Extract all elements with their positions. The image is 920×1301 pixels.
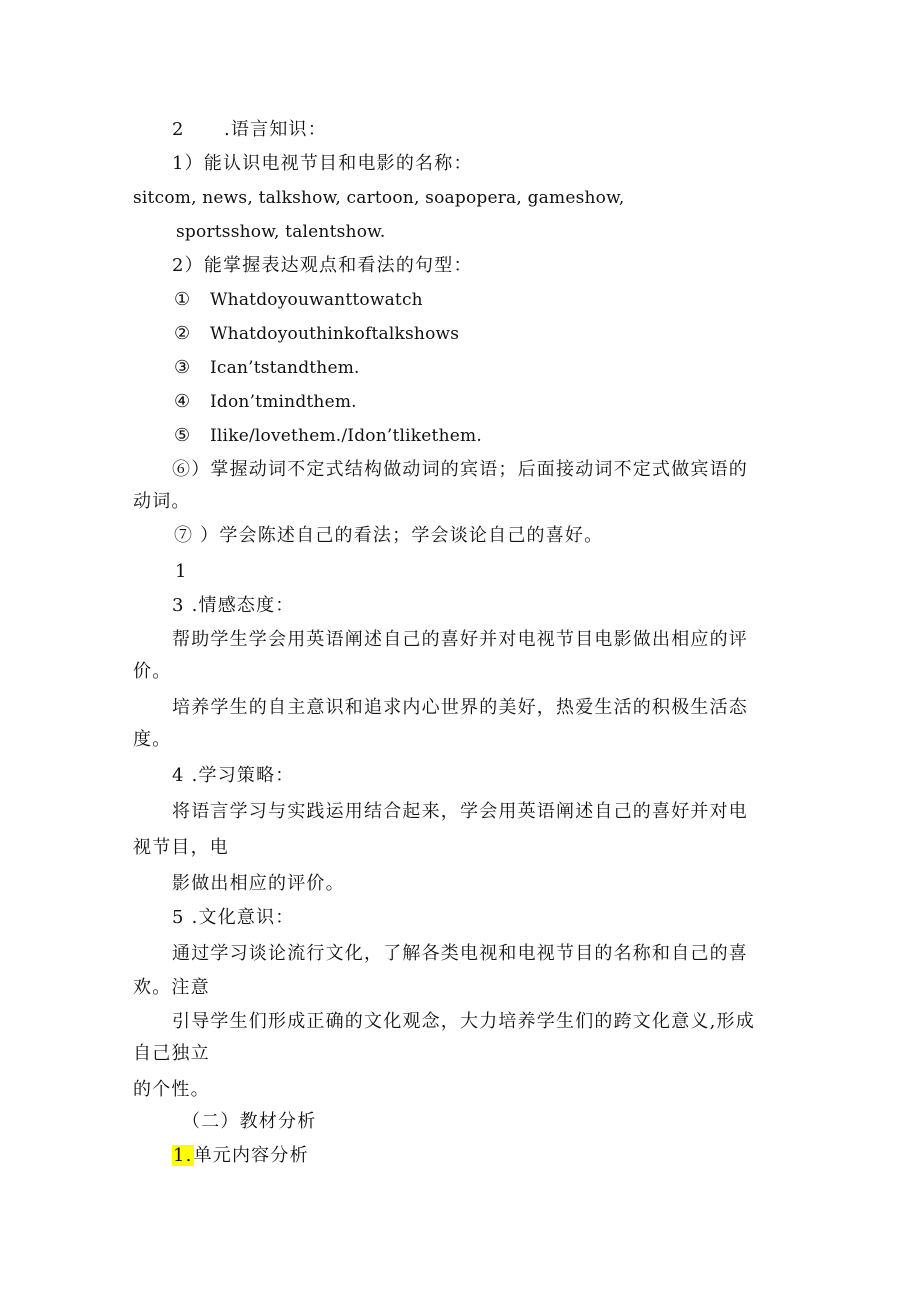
paragraph-line: 引导学生们形成正确的文化观念，大力培养学生们的跨文化意义,形成 <box>172 1011 755 1032</box>
paragraph-line: 的个性。 <box>133 1079 210 1100</box>
list-item <box>174 390 357 414</box>
section-heading-textbook-analysis: （二）教材分析 <box>182 1111 317 1132</box>
paragraph-line: ⑦ ）学会陈述自己的看法；学会谈论自己的喜好。 <box>174 525 604 546</box>
paragraph-line: 帮助学生学会用英语阐述自己的喜好并对电视节目电影做出相应的评 <box>172 629 748 650</box>
section-heading-cultural-awareness: 5 .文化意识： <box>172 907 295 928</box>
paragraph-line: 影做出相应的评价。 <box>172 873 345 894</box>
section-heading-language-knowledge <box>172 118 327 142</box>
list-item <box>174 322 459 346</box>
list-item-text: Ilike/lovethem./Idon’tlikethem. <box>210 426 482 446</box>
list-item <box>174 424 482 448</box>
section-title: .语言知识： <box>224 119 327 140</box>
paragraph-line: sportsshow, talentshow. <box>176 222 386 242</box>
subsection-title: 单元内容分析 <box>193 1145 309 1166</box>
paragraph-line: 度。 <box>133 729 172 750</box>
section-heading-emotional-attitude: 3 .情感态度： <box>172 595 295 616</box>
section-number: 2 <box>172 119 185 140</box>
list-item <box>174 356 360 380</box>
list-marker: ⑤ <box>174 425 192 446</box>
list-item <box>174 288 423 312</box>
paragraph-line: 2）能掌握表达观点和看法的句型： <box>172 255 473 276</box>
list-marker: ① <box>174 289 192 310</box>
list-item-text: Ican’tstandthem. <box>210 358 360 378</box>
paragraph-line: ⑥）掌握动词不定式结构做动词的宾语；后面接动词不定式做宾语的 <box>172 459 748 480</box>
paragraph-line: sitcom, news, talkshow, cartoon, soapopera, gameshow, <box>133 188 625 208</box>
list-item-text: Whatdoyouthinkoftalkshows <box>210 324 460 344</box>
paragraph-line: 视节目，电 <box>133 837 229 858</box>
list-marker: ④ <box>174 391 192 412</box>
paragraph-line: 通过学习谈论流行文化，了解各类电视和电视节目的名称和自己的喜 <box>172 943 748 964</box>
list-item-text: Whatdoyouwanttowatch <box>210 290 423 310</box>
section-heading-learning-strategy: 4 .学习策略： <box>172 765 295 786</box>
paragraph-line: 动词。 <box>133 491 191 512</box>
list-marker: ② <box>174 323 192 344</box>
paragraph-line: 自己独立 <box>133 1043 210 1064</box>
paragraph-line: 1）能认识电视节目和电影的名称： <box>172 153 473 174</box>
subsection-heading-unit-content <box>172 1144 309 1168</box>
paragraph-line: 价。 <box>133 661 172 682</box>
page-number-stray: 1 <box>175 561 188 582</box>
list-item-text: Idon’tmindthem. <box>210 392 357 412</box>
paragraph-line: 欢。注意 <box>133 977 210 998</box>
paragraph-line: 将语言学习与实践运用结合起来，学会用英语阐述自己的喜好并对电 <box>172 801 748 822</box>
paragraph-line: 培养学生的自主意识和追求内心世界的美好，热爱生活的积极生活态 <box>172 697 748 718</box>
highlighted-number: 1. <box>173 1145 193 1166</box>
list-marker: ③ <box>174 357 192 378</box>
